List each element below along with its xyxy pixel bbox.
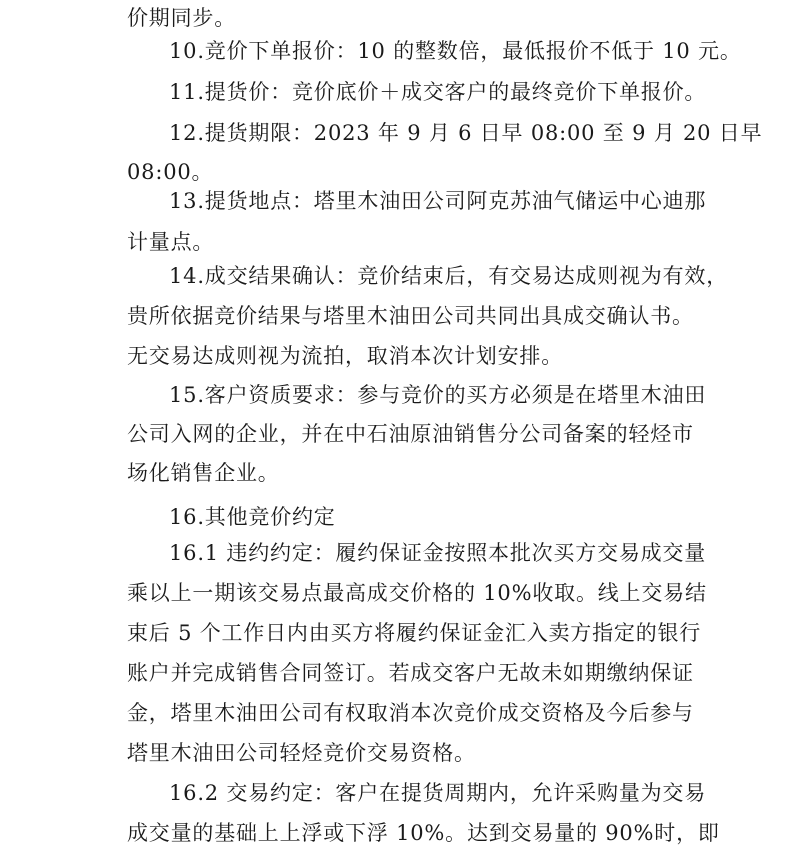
text-line: 账户并完成销售合同签订。若成交客户无故未如期缴纳保证 [127, 661, 694, 685]
text-line: 场化销售企业。 [127, 461, 280, 485]
text-line: 乘以上一期该交易点最高成交价格的 10%收取。线上交易结 [127, 581, 707, 605]
text-line: 08:00。 [127, 160, 214, 184]
section-heading: 16.其他竞价约定 [169, 505, 336, 529]
text-line: 10.竞价下单报价：10 的整数倍，最低报价不低于 10 元。 [169, 39, 742, 63]
text-line: 束后 5 个工作日内由买方将履约保证金汇入卖方指定的银行 [127, 621, 702, 645]
text-line: 16.2 交易约定：客户在提货周期内，允许采购量为交易 [169, 781, 707, 805]
text-line: 15.客户资质要求：参与竞价的买方必须是在塔里木油田 [169, 383, 707, 407]
text-line: 14.成交结果确认：竞价结束后，有交易达成则视为有效， [169, 264, 728, 288]
text-line: 金，塔里木油田公司有权取消本次竞价成交资格及今后参与 [127, 701, 694, 725]
text-line: 计量点。 [127, 230, 215, 254]
text-line: 12.提货期限：2023 年 9 月 6 日早 08:00 至 9 月 20 日早 [169, 121, 763, 145]
text-line: 价期同步。 [127, 6, 236, 30]
text-line: 11.提货价：竞价底价＋成交客户的最终竞价下单报价。 [169, 80, 707, 104]
text-line: 公司入网的企业，并在中石油原油销售分公司备案的轻烃市 [127, 422, 694, 446]
text-line: 无交易达成则视为流拍，取消本次计划安排。 [127, 344, 563, 368]
text-line: 16.1 违约约定：履约保证金按照本批次买方交易成交量 [169, 541, 707, 565]
text-line: 成交量的基础上上浮或下浮 10%。达到交易量的 90%时，即 [127, 821, 720, 845]
text-line: 塔里木油田公司轻烃竞价交易资格。 [127, 741, 476, 765]
text-line: 贵所依据竞价结果与塔里木油田公司共同出具成交确认书。 [127, 304, 694, 328]
text-line: 13.提货地点：塔里木油田公司阿克苏油气储运中心迪那 [169, 189, 707, 213]
